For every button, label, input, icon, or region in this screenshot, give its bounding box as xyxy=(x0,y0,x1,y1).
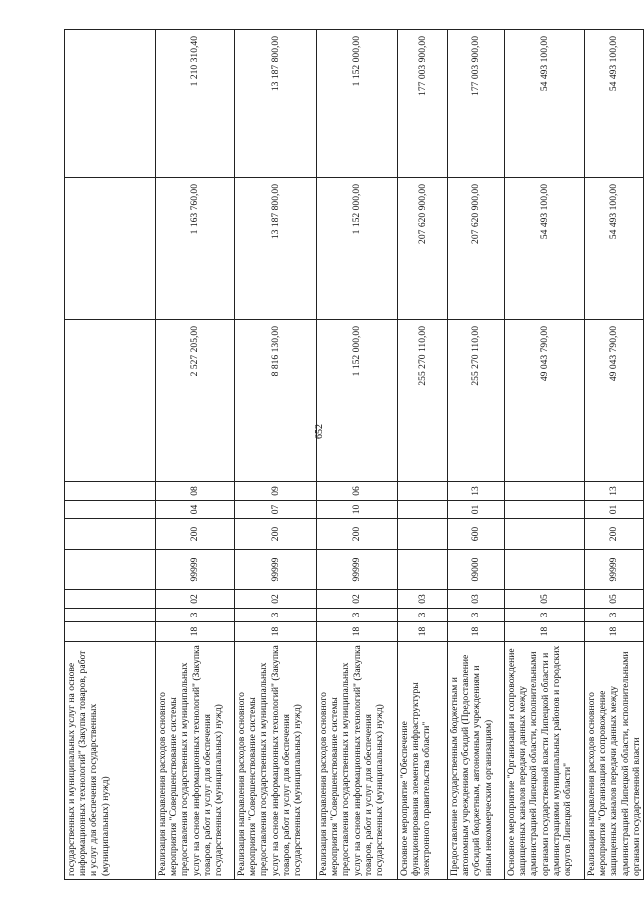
code-direction xyxy=(65,550,156,590)
code-admin: 18 xyxy=(505,622,585,642)
amount-year-3: 54 493 100,00 xyxy=(505,30,585,178)
row-description: Основное мероприятие "Обеспечение функционирования элементов инфраструктуры электронного правительства области" xyxy=(398,642,448,880)
amount-year-3: 1 210 310,40 xyxy=(156,30,235,178)
table-row xyxy=(65,30,156,880)
code-section: 01 xyxy=(448,501,505,519)
code-admin: 18 xyxy=(235,622,317,642)
code-subsection: 08 xyxy=(156,482,235,501)
amount-year-2: 1 152 000,00 xyxy=(317,178,398,320)
code-event: 05 xyxy=(585,590,644,609)
budget-table xyxy=(64,29,644,880)
amount-year-3: 177 003 900,00 xyxy=(398,30,448,178)
code-expense-type xyxy=(65,519,156,550)
code-expense-type: 200 xyxy=(156,519,235,550)
code-subsection: 09 xyxy=(235,482,317,501)
amount-year-3: 54 493 100,00 xyxy=(585,30,644,178)
table-row xyxy=(585,30,644,880)
code-expense-type: 200 xyxy=(235,519,317,550)
code-program: 3 xyxy=(448,609,505,622)
code-program: 3 xyxy=(156,609,235,622)
amount-year-3 xyxy=(65,30,156,178)
code-admin: 18 xyxy=(448,622,505,642)
code-event: 05 xyxy=(505,590,585,609)
table-row xyxy=(235,30,317,880)
row-description: Реализация направления расходов основного мероприятия "Совершенствование системы предоставления государственных и муниципальных услуг на основе информационных технологий" (Закупка товаров, работ и услуг для обеспечения государственных (муниципальных) нужд) xyxy=(235,642,317,880)
amount-year-2: 207 620 900,00 xyxy=(398,178,448,320)
code-event: 02 xyxy=(156,590,235,609)
row-description: Предоставление государственным бюджетным и автономным учреждениям субсидий (Предоставление субсидий бюджетным, автономным учреждениям и иным некоммерческим организациям) xyxy=(448,642,505,880)
code-direction: 99999 xyxy=(156,550,235,590)
code-section: 04 xyxy=(156,501,235,519)
row-description: Реализация направления расходов основного мероприятия "Совершенствование системы предоставления государственных и муниципальных услуг на основе информационных технологий" (Закупка товаров, работ и услуг для обеспечения государственных (муниципальных) нужд) xyxy=(156,642,235,880)
rotated-table-frame xyxy=(64,30,642,880)
code-section: 01 xyxy=(585,501,644,519)
code-admin: 18 xyxy=(317,622,398,642)
amount-year-2: 54 493 100,00 xyxy=(505,178,585,320)
code-expense-type xyxy=(505,519,585,550)
row-description: Основное мероприятие "Организация и сопровождение защищенных каналов передачи данных между администрацией Липецкой области, исполнительными органами государственной власти Липецкой области и администрациями муниципальных районов и городских округов Липецкой области" xyxy=(505,642,585,880)
code-event: 03 xyxy=(448,590,505,609)
code-admin xyxy=(65,622,156,642)
code-program: 3 xyxy=(317,609,398,622)
table-row xyxy=(398,30,448,880)
code-section xyxy=(505,501,585,519)
code-direction: 99999 xyxy=(235,550,317,590)
code-expense-type: 600 xyxy=(448,519,505,550)
code-admin: 18 xyxy=(585,622,644,642)
code-subsection: 13 xyxy=(585,482,644,501)
code-subsection xyxy=(505,482,585,501)
amount-year-3: 177 003 900,00 xyxy=(448,30,505,178)
code-expense-type: 200 xyxy=(585,519,644,550)
code-program: 3 xyxy=(585,609,644,622)
amount-year-3: 13 187 800,00 xyxy=(235,30,317,178)
row-description: Реализация направления расходов основного мероприятия "Организация и сопровождение защищенных каналов передачи данных между администрацией Липецкой области, исполнительными органами государственной власти xyxy=(585,642,644,880)
code-expense-type: 200 xyxy=(317,519,398,550)
code-program: 3 xyxy=(235,609,317,622)
row-description: Реализация направления расходов основного мероприятия "Совершенствование системы предоставления государственных и муниципальных услуг на основе информационных технологий" (Закупка товаров, работ и услуг для обеспечения государственных (муниципальных) нужд) xyxy=(317,642,398,880)
table-row xyxy=(448,30,505,880)
amount-year-3: 1 152 000,00 xyxy=(317,30,398,178)
code-event: 03 xyxy=(398,590,448,609)
code-event xyxy=(65,590,156,609)
code-event: 02 xyxy=(317,590,398,609)
amount-year-1 xyxy=(65,320,156,482)
page-number: 652 xyxy=(314,424,325,439)
amount-year-1: 8 816 130,00 xyxy=(235,320,317,482)
amount-year-1: 49 043 790,00 xyxy=(505,320,585,482)
table-row xyxy=(505,30,585,880)
code-program xyxy=(65,609,156,622)
code-expense-type xyxy=(398,519,448,550)
code-subsection: 13 xyxy=(448,482,505,501)
code-direction: 99999 xyxy=(585,550,644,590)
amount-year-2: 207 620 900,00 xyxy=(448,178,505,320)
amount-year-1: 255 270 110,00 xyxy=(398,320,448,482)
code-event: 02 xyxy=(235,590,317,609)
code-direction: 99999 xyxy=(317,550,398,590)
amount-year-1: 1 152 000,00 xyxy=(317,320,398,482)
amount-year-1: 255 270 110,00 xyxy=(448,320,505,482)
amount-year-2: 1 163 760,00 xyxy=(156,178,235,320)
code-direction xyxy=(505,550,585,590)
code-admin: 18 xyxy=(398,622,448,642)
rotated-table-container xyxy=(64,30,642,880)
code-admin: 18 xyxy=(156,622,235,642)
amount-year-2: 54 493 100,00 xyxy=(585,178,644,320)
amount-year-1: 49 043 790,00 xyxy=(585,320,644,482)
code-subsection xyxy=(398,482,448,501)
code-direction xyxy=(398,550,448,590)
row-description: государственных и муниципальных услуг на основе информационных технологий" (Закупка товаров, работ и услуг для обеспечения государственных (муниципальных) нужд) xyxy=(65,642,156,880)
code-subsection: 06 xyxy=(317,482,398,501)
amount-year-1: 2 527 205,00 xyxy=(156,320,235,482)
code-subsection xyxy=(65,482,156,501)
code-section: 07 xyxy=(235,501,317,519)
code-section: 10 xyxy=(317,501,398,519)
table-row xyxy=(156,30,235,880)
code-section xyxy=(398,501,448,519)
code-program: 3 xyxy=(505,609,585,622)
code-program: 3 xyxy=(398,609,448,622)
amount-year-2 xyxy=(65,178,156,320)
amount-year-2: 13 187 800,00 xyxy=(235,178,317,320)
code-section xyxy=(65,501,156,519)
table-row xyxy=(317,30,398,880)
code-direction: 09000 xyxy=(448,550,505,590)
